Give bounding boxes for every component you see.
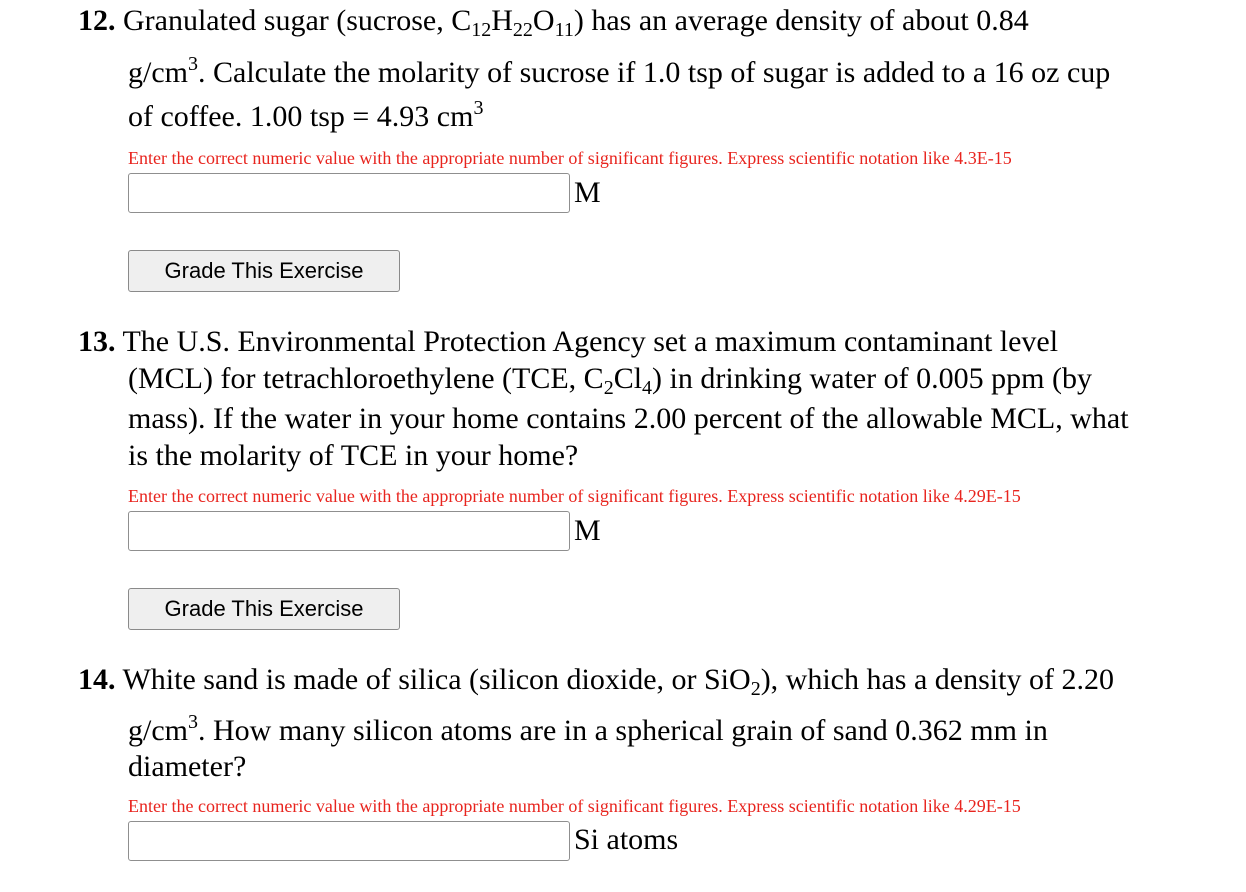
question-line-2: (MCL) for tetrachloroethylene (TCE, $C_2Cl_4$) in drinking water of 0.005 ppm (by — [128, 362, 1092, 399]
question-number: 14. — [78, 663, 116, 696]
question-line-3: diameter? — [128, 750, 247, 783]
question-line-2: $g/cm^3$. How many silicon atoms are in a spherical grain of sand 0.362 mm in — [128, 711, 1048, 747]
answer-input[interactable] — [128, 511, 570, 551]
grade-exercise-button[interactable]: Grade This Exercise — [128, 250, 400, 292]
answer-unit: M — [574, 514, 601, 547]
answer-unit: Si atoms — [574, 823, 679, 856]
answer-hint: Enter the correct numeric value with the appropriate number of significant figures. Express scientific notation like 4.29E-15 — [128, 486, 1021, 506]
answer-input[interactable] — [128, 821, 570, 861]
question-line-3: mass). If the water in your home contains 2.00 percent of the allowable MCL, what — [128, 402, 1129, 435]
question-number: 12. — [78, 4, 116, 37]
answer-hint: Enter the correct numeric value with the appropriate number of significant figures. Express scientific notation like 4.29E-15 — [128, 796, 1021, 816]
question-number: 13. — [78, 325, 116, 358]
answer-unit: M — [574, 176, 601, 209]
answer-hint: Enter the correct numeric value with the appropriate number of significant figures. Express scientific notation like 4.3E-15 — [128, 148, 1012, 168]
question-line-1: 12. Granulated sugar (sucrose, $C_{12}H_{22}O_{11}$) has an average density of about 0.84 — [78, 4, 1029, 41]
question-line-3: of coffee. 1.00 tsp = 4.93 $cm^3$ — [128, 97, 484, 133]
question-line-2: $g/cm^3$. Calculate the molarity of sucrose if 1.0 tsp of sugar is added to a 16 oz cup — [128, 53, 1111, 89]
question-line-4: is the molarity of TCE in your home? — [128, 439, 579, 472]
answer-input[interactable] — [128, 173, 570, 213]
question-line-1: 14. White sand is made of silica (silicon dioxide, or SiO$_2$), which has a density of 2.20 — [78, 663, 1114, 700]
grade-exercise-button[interactable]: Grade This Exercise — [128, 588, 400, 630]
question-line-1: 13. The U.S. Environmental Protection Agency set a maximum contaminant level — [78, 325, 1059, 358]
